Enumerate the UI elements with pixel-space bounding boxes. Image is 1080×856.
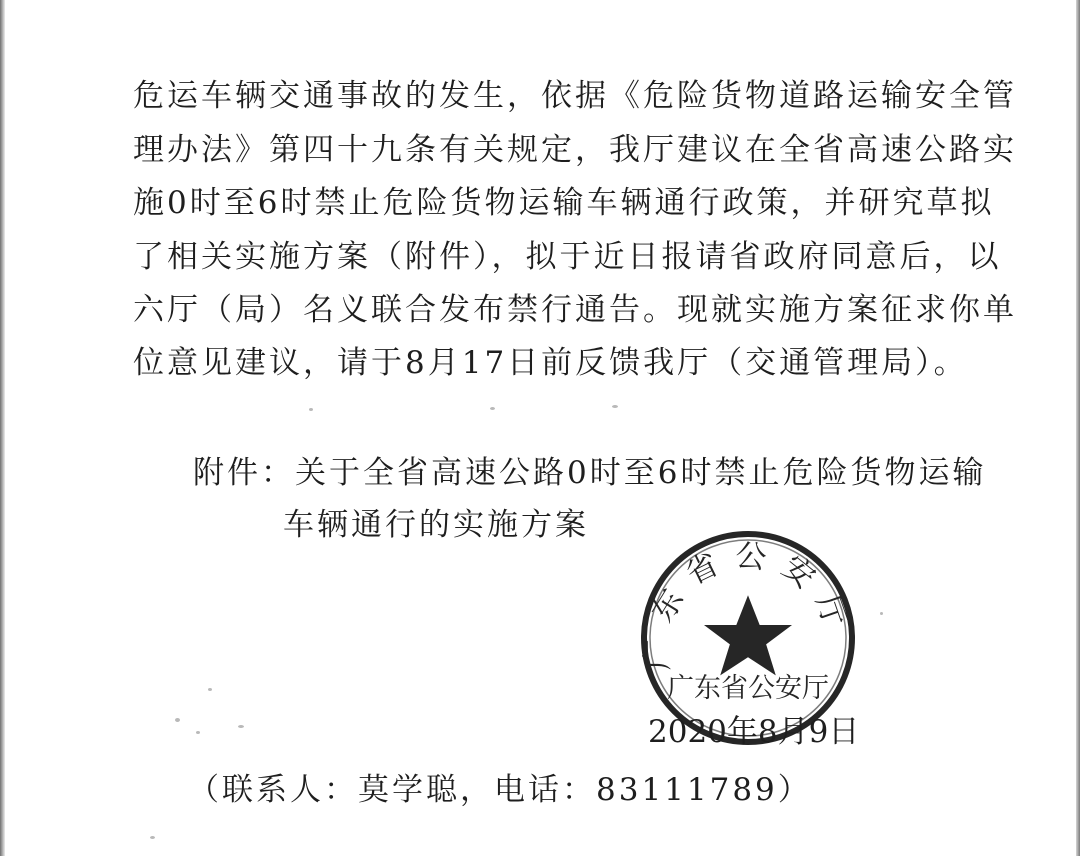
seal-star-icon (707, 598, 789, 673)
body-line-2: 理办法》第四十九条有关规定，我厅建议在全省高速公路实 (133, 132, 1017, 168)
scan-frame-right-edge (1076, 0, 1080, 856)
scan-speck (150, 836, 155, 839)
seal-center-text: 广东省公安厅 (667, 673, 829, 704)
body-line-3: 施0时至6时禁止危险货物运输车辆通行政策，并研究草拟 (133, 185, 995, 221)
contact-line: （联系人：莫学聪，电话：83111789） (188, 772, 812, 808)
scan-speck (880, 612, 883, 615)
scan-speck (208, 688, 212, 691)
scan-speck (238, 725, 244, 728)
scan-speck (490, 407, 495, 410)
body-line-1: 危运车辆交通事故的发生，依据《危险货物道路运输安全管 (133, 78, 1017, 114)
scan-speck (175, 718, 180, 722)
scan-speck (309, 408, 313, 411)
scan-frame-left-edge (0, 0, 5, 856)
body-line-4: 了相关实施方案（附件），拟于近日报请省政府同意后，以 (133, 239, 1002, 275)
body-line-6: 位意见建议，请于8月17日前反馈我厅（交通管理局）。 (133, 345, 968, 381)
attachment-line-2: 车辆通行的实施方案 (283, 507, 589, 543)
signoff-date: 2020年8月9日 (648, 714, 860, 750)
attachment-line-1: 附件：关于全省高速公路0时至6时禁止危险货物运输 (193, 455, 987, 491)
body-line-5: 六厅（局）名义联合发布禁行通告。现就实施方案征求你单 (133, 292, 1017, 328)
seal-ring-text: 广东省公安厅 (639, 537, 858, 671)
scan-speck (612, 405, 618, 408)
scan-speck (196, 731, 200, 734)
